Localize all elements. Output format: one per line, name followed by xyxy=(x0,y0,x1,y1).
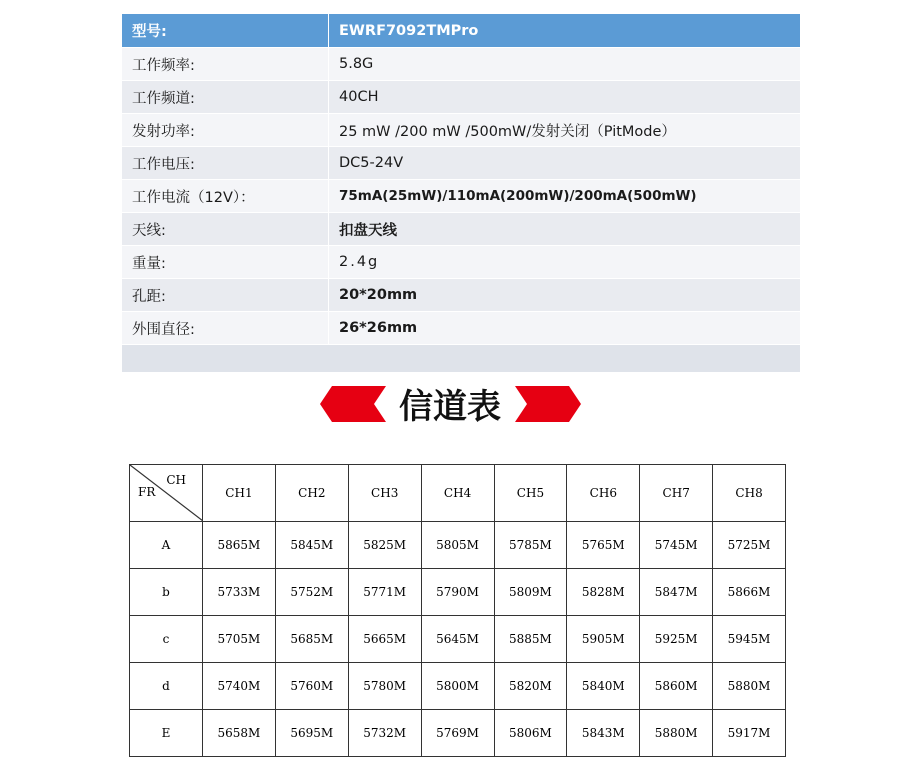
spec-panel xyxy=(122,14,800,372)
spec-row-model xyxy=(122,14,800,48)
frequency-cell: 5828M xyxy=(567,569,640,616)
frequency-cell: 5790M xyxy=(421,569,494,616)
frequency-cell: 5925M xyxy=(640,616,713,663)
frequency-cell: 5885M xyxy=(494,616,567,663)
frequency-cell: 5880M xyxy=(640,710,713,757)
channel-header: CH6 xyxy=(567,465,640,522)
frequency-cell: 5820M xyxy=(494,663,567,710)
frequency-cell: 5806M xyxy=(494,710,567,757)
channel-header: CH3 xyxy=(348,465,421,522)
frequency-cell: 5725M xyxy=(713,522,786,569)
frequency-cell: 5665M xyxy=(348,616,421,663)
band-row-e xyxy=(130,710,786,757)
spec-row-channels xyxy=(122,81,800,114)
frequency-cell: 5705M xyxy=(203,616,276,663)
channel-header-row xyxy=(130,465,786,522)
frequency-cell: 5658M xyxy=(203,710,276,757)
band-row-b xyxy=(130,569,786,616)
frequency-cell: 5905M xyxy=(567,616,640,663)
spec-key: 型号: xyxy=(122,14,329,48)
spec-key: 工作频率: xyxy=(122,48,329,81)
right-arrow-icon xyxy=(515,386,581,422)
spec-key: 发射功率: xyxy=(122,114,329,147)
channel-header: CH2 xyxy=(275,465,348,522)
frequency-cell: 5866M xyxy=(713,569,786,616)
band-label: b xyxy=(130,569,203,616)
spec-key: 工作频道: xyxy=(122,81,329,114)
corner-label-fr: FR xyxy=(138,485,156,499)
frequency-cell: 5771M xyxy=(348,569,421,616)
spec-row-weight xyxy=(122,246,800,279)
frequency-cell: 5860M xyxy=(640,663,713,710)
frequency-cell: 5740M xyxy=(203,663,276,710)
band-label: c xyxy=(130,616,203,663)
frequency-cell: 5880M xyxy=(713,663,786,710)
corner-cell xyxy=(130,465,203,522)
spec-row-current xyxy=(122,180,800,213)
frequency-cell: 5752M xyxy=(275,569,348,616)
frequency-cell: 5769M xyxy=(421,710,494,757)
spec-key: 工作电压: xyxy=(122,147,329,180)
band-row-c xyxy=(130,616,786,663)
frequency-cell: 5760M xyxy=(275,663,348,710)
spec-row-frequency xyxy=(122,48,800,81)
frequency-cell: 5840M xyxy=(567,663,640,710)
channel-header: CH1 xyxy=(203,465,276,522)
band-label: A xyxy=(130,522,203,569)
spec-key: 孔距: xyxy=(122,279,329,312)
frequency-cell: 5825M xyxy=(348,522,421,569)
spec-key: 工作电流（12V）： xyxy=(122,180,329,213)
channel-header: CH4 xyxy=(421,465,494,522)
channel-table xyxy=(129,464,786,757)
frequency-cell: 5765M xyxy=(567,522,640,569)
channel-header: CH5 xyxy=(494,465,567,522)
frequency-cell: 5780M xyxy=(348,663,421,710)
spec-row-power xyxy=(122,114,800,147)
spec-value: 25 mW /200 mW /500mW/发射关闭（PitMode） xyxy=(329,114,800,147)
band-label: E xyxy=(130,710,203,757)
spec-row-outer-size xyxy=(122,312,800,345)
spec-key: 天线: xyxy=(122,213,329,246)
frequency-cell: 5745M xyxy=(640,522,713,569)
heading-title: 信道表 xyxy=(399,387,501,427)
spec-value: 扣盘天线 xyxy=(329,213,800,246)
frequency-cell: 5805M xyxy=(421,522,494,569)
frequency-cell: 5685M xyxy=(275,616,348,663)
spec-value: 40CH xyxy=(329,81,800,114)
spec-value: 5.8G xyxy=(329,48,800,81)
frequency-cell: 5733M xyxy=(203,569,276,616)
spec-value: 26*26mm xyxy=(329,312,800,345)
channel-table-heading xyxy=(0,372,902,432)
spec-value: 75mA(25mW)/110mA(200mW)/200mA(500mW) xyxy=(329,180,800,213)
frequency-cell: 5785M xyxy=(494,522,567,569)
frequency-cell: 5865M xyxy=(203,522,276,569)
spec-key: 重量: xyxy=(122,246,329,279)
corner-label-ch: CH xyxy=(166,473,186,487)
spec-row-antenna xyxy=(122,213,800,246)
frequency-cell: 5845M xyxy=(275,522,348,569)
frequency-cell: 5945M xyxy=(713,616,786,663)
spec-key: 外围直径: xyxy=(122,312,329,345)
band-row-d xyxy=(130,663,786,710)
frequency-cell: 5809M xyxy=(494,569,567,616)
spec-table xyxy=(122,14,800,345)
frequency-cell: 5800M xyxy=(421,663,494,710)
left-arrow-icon xyxy=(320,386,386,422)
spec-row-voltage xyxy=(122,147,800,180)
spec-value: EWRF7092TMPro xyxy=(329,14,800,48)
frequency-cell: 5732M xyxy=(348,710,421,757)
frequency-cell: 5695M xyxy=(275,710,348,757)
frequency-cell: 5843M xyxy=(567,710,640,757)
frequency-cell: 5645M xyxy=(421,616,494,663)
spec-value: 2.4g xyxy=(329,246,800,279)
frequency-cell: 5917M xyxy=(713,710,786,757)
spec-value: DC5-24V xyxy=(329,147,800,180)
band-label: d xyxy=(130,663,203,710)
frequency-cell: 5847M xyxy=(640,569,713,616)
band-row-a xyxy=(130,522,786,569)
channel-header: CH8 xyxy=(713,465,786,522)
channel-header: CH7 xyxy=(640,465,713,522)
spec-row-hole-spacing xyxy=(122,279,800,312)
spec-value: 20*20mm xyxy=(329,279,800,312)
